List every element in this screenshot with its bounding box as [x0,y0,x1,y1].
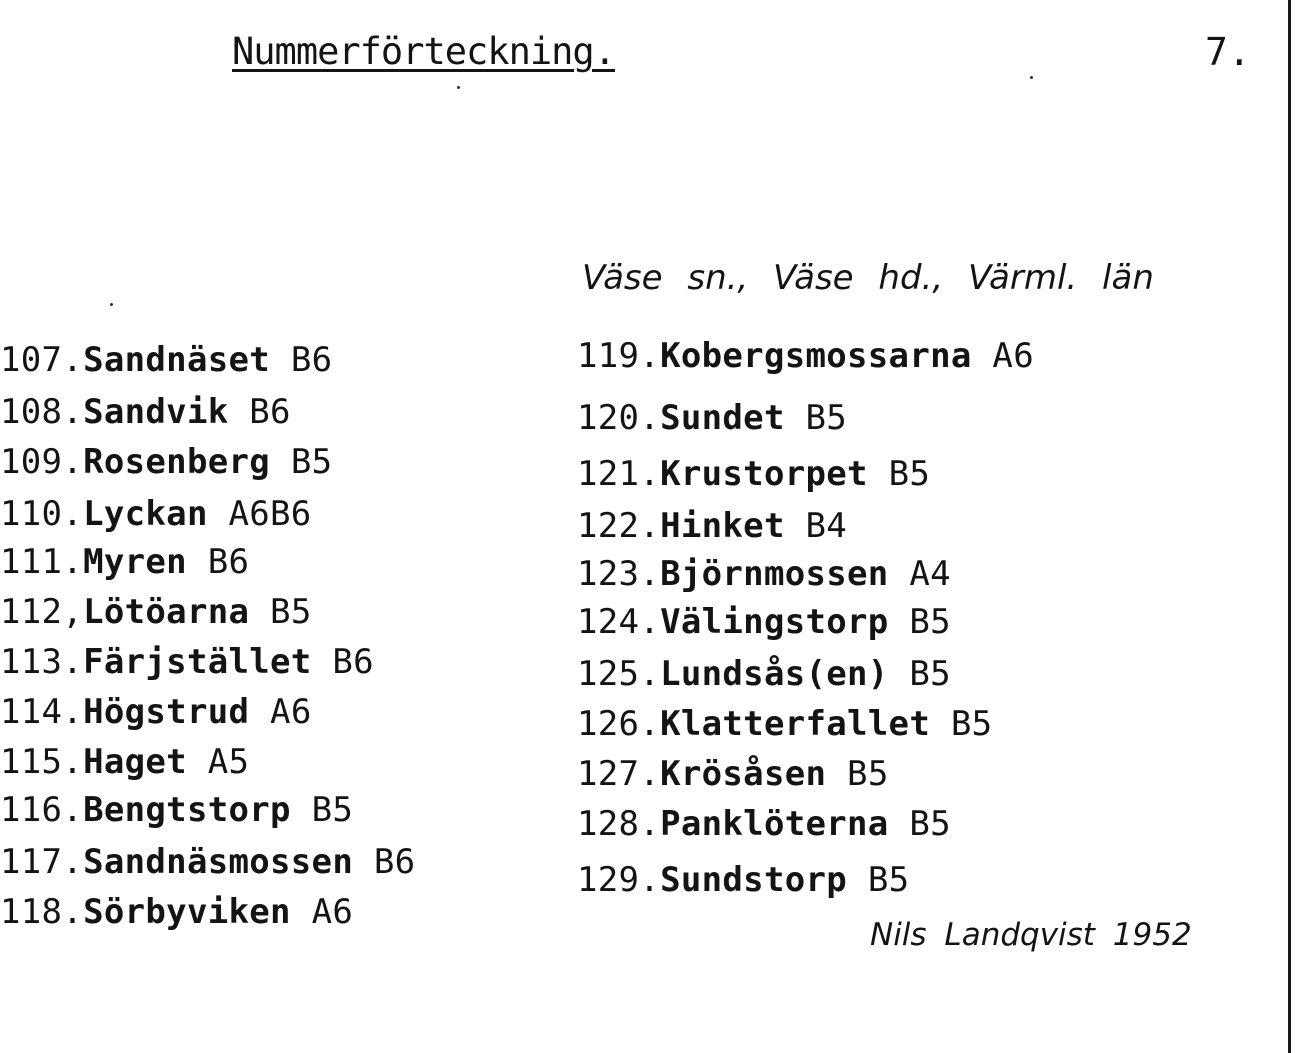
entry-grid: B5 [290,442,333,482]
entry-name: Sandnäsmossen [83,842,354,882]
page-title [232,30,615,74]
entry-number: 122. [577,506,661,546]
entry-grid: B5 [847,754,889,794]
entry-name: Sörbyviken [83,892,291,932]
scan-speck [1030,76,1033,79]
entry-grid: A5 [207,742,250,782]
entry-grid: A6 [311,892,354,932]
list-item [577,552,951,596]
entry-name: Björnmossen [660,554,889,594]
entry-grid: B5 [950,704,993,744]
entry-grid: B5 [805,398,848,438]
entry-name: Välingstorp [660,602,889,642]
entry-name: Sundstorp [660,860,848,900]
entry-grid: B5 [867,860,910,900]
entry-number: 114. [0,692,84,732]
entry-name: Färjstället [83,642,312,682]
entry-grid: B6 [373,842,416,882]
page-number: 7. [1205,30,1251,74]
entry-grid: B6 [332,642,374,682]
entry-number: 119. [577,336,661,376]
entry-grid: B6 [207,542,250,582]
entry-name: Krustorpet [660,454,868,494]
list-item [0,440,332,484]
entry-grid: A4 [909,554,951,594]
entry-number: 125. [577,654,661,694]
list-item [577,702,992,746]
entry-number: 118. [0,892,84,932]
entry-name: Sandnäset [83,340,271,380]
entry-name: Panklöterna [660,804,889,844]
entry-number: 128. [577,804,661,844]
entry-number: 120. [577,398,661,438]
entry-name: Lyckan [83,494,208,534]
entry-number: 109. [0,442,84,482]
list-item [577,752,889,796]
entry-number: 116. [0,790,84,830]
entry-grid: B6 [249,392,291,432]
entry-name: Lundsås(en) [660,654,889,694]
list-item [0,540,249,584]
entry-name: Sundet [660,398,785,438]
list-item [0,640,374,684]
entry-name: Bengtstorp [83,790,291,830]
entry-name: Haget [83,742,187,782]
list-item [0,840,415,884]
entry-number: 123. [577,554,661,594]
entry-number: 107. [0,340,84,380]
entry-grid: A6 [270,692,312,732]
list-item [0,590,312,634]
entry-grid: B5 [909,804,951,844]
region-subtitle: Väse sn., Väse hd., Värml. län [582,258,1154,298]
list-item [0,690,312,734]
entry-number: 111. [0,542,84,582]
entry-name: Klatterfallet [660,704,931,744]
entry-name: Kobergsmossarna [660,336,972,376]
entry-number: 121. [577,454,661,494]
entry-grid: B5 [270,592,312,632]
list-item [577,334,1034,378]
list-item [577,600,951,644]
entry-name: Sandvik [83,392,229,432]
list-item [0,740,249,784]
entry-number: 113. [0,642,84,682]
entry-number: 115. [0,742,84,782]
entry-grid: B5 [311,790,354,830]
list-item [577,858,909,902]
scan-speck [110,303,113,306]
list-item [577,396,847,440]
list-item [577,504,847,548]
list-item [0,338,332,382]
entry-number: 112, [0,592,84,632]
entry-number: 108. [0,392,84,432]
list-item [0,890,353,934]
entry-number: 117. [0,842,84,882]
list-item [0,788,353,832]
list-item [577,802,951,846]
entry-number: 127. [577,754,661,794]
list-item [577,652,951,696]
author-signature: Nils Landqvist 1952 [870,917,1192,953]
entry-number: 110. [0,494,84,534]
entry-grid: A6B6 [228,494,312,534]
entry-grid: B5 [888,454,931,494]
entry-grid: B4 [805,506,848,546]
entry-number: 126. [577,704,661,744]
entry-name: Högstrud [83,692,250,732]
entry-grid: B5 [909,654,951,694]
entry-grid: A6 [992,336,1034,376]
entry-name: Hinket [660,506,785,546]
list-item [577,452,930,496]
scan-speck [457,86,460,89]
entry-number: 129. [577,860,661,900]
entry-name: Myren [83,542,187,582]
list-item [0,492,312,536]
entry-name: Rosenberg [83,442,271,482]
page-title-text: Nummerförteckning. [232,30,615,73]
entry-name: Lötöarna [83,592,250,632]
entry-name: Krösåsen [660,754,827,794]
right-margin-rule [1288,0,1291,1053]
entry-number: 124. [577,602,661,642]
list-item [0,390,291,434]
entry-grid: B6 [290,340,333,380]
entry-grid: B5 [909,602,951,642]
